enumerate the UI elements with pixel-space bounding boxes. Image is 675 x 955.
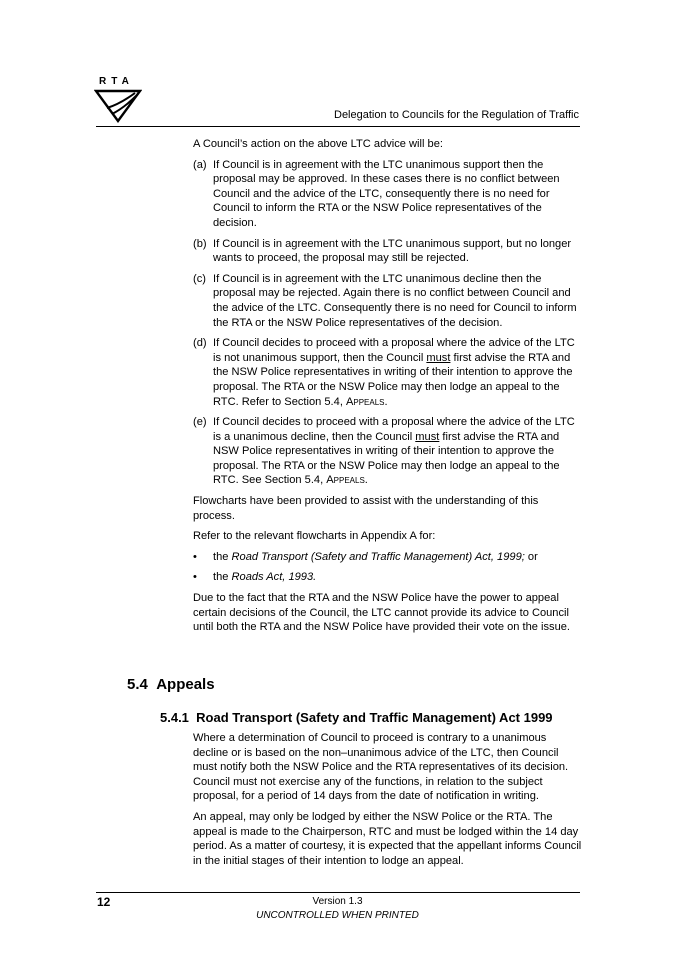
item-text bbox=[213, 336, 583, 409]
item-label: (b) bbox=[193, 237, 207, 250]
item-text-start: If Council decides to proceed with a proposal where the advice of the LTC is not unanimous support, then the Council bbox=[213, 337, 575, 364]
notify-paragraph: Where a determination of Council to proceed is contrary to a unanimous decline or is based on the non–unanimous advice of the LTC, then Council must notify both the NSW Police and the RTA representatives of its decision. Council must not exercise any of the functions, in relation to the subject proposal, for a period of 14 days from the date of notification in writing. bbox=[193, 732, 569, 803]
must-emphasis: must bbox=[426, 351, 451, 364]
subsection-title: Road Transport (Safety and Traffic Management) Act 1999 bbox=[196, 710, 553, 725]
appeal-paragraph: An appeal, may only be lodged by either the NSW Police or the RTA. The appeal is made to the Chairperson, RTC and must be lodged within the 14 day period. As a matter of courtesy, it is expected that the appellant informs Council in the initial stages of their intention to lodge an appeal. bbox=[193, 810, 582, 867]
bullet-text bbox=[213, 570, 316, 585]
bullet-prefix: the bbox=[213, 550, 232, 563]
uncontrolled-notice: UNCONTROLLED WHEN PRINTED bbox=[256, 910, 419, 921]
item-text: If Council is in agreement with the LTC unanimous support, but no longer wants to proceed, the proposal may still be rejected. bbox=[213, 237, 572, 265]
version-label: Version 1.3 bbox=[312, 896, 363, 907]
footer-divider bbox=[96, 892, 580, 893]
item-text-rest: first advise the RTA and NSW Police representatives in writing of their intention to approve the proposal. The RTA or the NSW Police may then lodge an appeal to the RTC. See Section 5.4, bbox=[213, 430, 560, 487]
bullet-item bbox=[193, 550, 583, 565]
power-paragraph: Due to the fact that the RTA and the NSW Police have the power to appeal certain decisions of the Council, the LTC cannot provide its advice to Council until both the RTA and the NSW Police have provided their vote on the issue. bbox=[193, 592, 570, 634]
item-label: (a) bbox=[193, 158, 207, 171]
bullet-suffix: or bbox=[524, 550, 538, 563]
header-divider bbox=[96, 126, 580, 127]
act-title: Roads Act, 1993. bbox=[231, 571, 317, 584]
act-title: Road Transport (Safety and Traffic Management) Act, 1999; bbox=[231, 550, 525, 563]
list-item bbox=[193, 415, 583, 488]
subsection-number: 5.4.1 bbox=[160, 710, 189, 725]
item-text-rest: first advise the RTA and the NSW Police representatives in writing of their intention to approve the proposal. The RTA or the NSW Police may then lodge an appeal to the RTC. Refer to Section 5.4, bbox=[213, 351, 573, 408]
rta-logo-icon bbox=[94, 77, 142, 123]
must-emphasis: must bbox=[415, 430, 440, 443]
subsection-body bbox=[193, 731, 583, 874]
section-number: 5.4 bbox=[127, 676, 148, 693]
list-item bbox=[193, 272, 583, 330]
item-label: (e) bbox=[193, 416, 207, 429]
flowcharts-paragraph: Flowcharts have been provided to assist with the understanding of this process. bbox=[193, 495, 539, 522]
item-label: (d) bbox=[193, 337, 207, 350]
logo-text: RTA bbox=[99, 76, 134, 87]
bullet-icon: • bbox=[193, 550, 197, 563]
main-body bbox=[193, 137, 583, 641]
subsection-heading bbox=[160, 710, 553, 725]
item-text-end: . bbox=[364, 474, 368, 487]
section-heading bbox=[127, 676, 215, 693]
intro-paragraph: A Council’s action on the above LTC advice will be: bbox=[193, 138, 443, 150]
appeals-reference: Appeals bbox=[326, 474, 365, 487]
item-text bbox=[213, 415, 583, 488]
list-item bbox=[193, 158, 583, 231]
list-item bbox=[193, 237, 583, 266]
bullet-item bbox=[193, 570, 583, 585]
bullet-icon: • bbox=[193, 571, 197, 584]
item-text-end: . bbox=[384, 395, 388, 408]
bullet-text bbox=[213, 550, 538, 565]
list-item bbox=[193, 336, 583, 409]
item-text: If Council is in agreement with the LTC unanimous decline then the proposal may be rejected. Again there is no conflict between Council and the advice of the LTC. Consequently there is no need for Council to inform the RTA or the NSW Police representatives of the decision. bbox=[213, 272, 577, 329]
appeals-reference: Appeals bbox=[345, 395, 385, 408]
page-number: 12 bbox=[97, 895, 111, 909]
item-text: If Council is in agreement with the LTC unanimous support then the proposal may be approved. In these cases there is no conflict between Council and the advice of the LTC, consequently there is no need for Council to inform the RTA or the NSW Police representatives of the decision. bbox=[213, 158, 560, 229]
header-title: Delegation to Councils for the Regulation of Traffic bbox=[334, 109, 579, 121]
item-text-start: If Council decides to proceed with a proposal where the advice of the LTC is a unanimous decline, then the Council bbox=[213, 416, 575, 443]
section-title: Appeals bbox=[156, 676, 215, 693]
refer-paragraph: Refer to the relevant flowcharts in Appendix A for: bbox=[193, 530, 436, 543]
bullet-prefix: the bbox=[213, 571, 232, 584]
item-label: (c) bbox=[193, 272, 206, 285]
